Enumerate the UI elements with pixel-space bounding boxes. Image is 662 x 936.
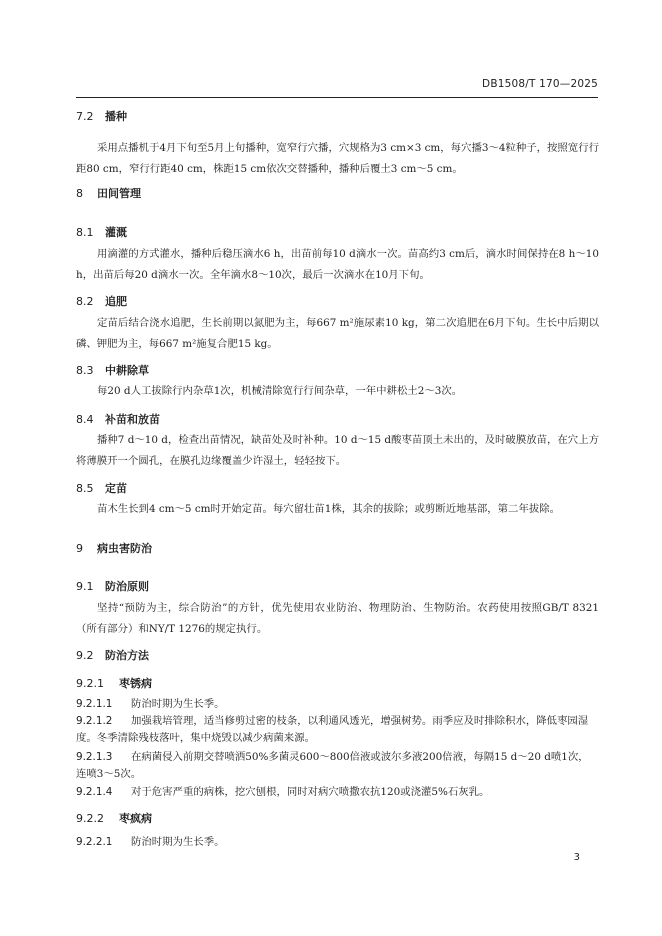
clause-9-2-1-2 — [76, 713, 599, 746]
paragraph-9-1: 坚持“预防为主，综合防治”的方针，优先使用农业防治、物理防治、生物防治。农药使用按照GB/T 8321（所有部分）和NY/T 1276的规定执行。 — [76, 602, 599, 635]
section-title: 防治原则 — [105, 580, 149, 593]
page-number: 3 — [573, 852, 580, 863]
clause-text: 防治时期为生长季。 — [131, 698, 225, 710]
section-heading-7-2 — [76, 108, 127, 124]
section-number: 9 — [76, 542, 83, 555]
clause-9-2-1-3 — [76, 749, 599, 782]
paragraph-8-5: 苗木生长到4 cm～5 cm时开始定苗。每穴留壮苗1株，其余的拔除；或剪断近地基部，第二年拔除。 — [97, 503, 561, 515]
paragraph-8-4: 播种7 d～10 d，检查出苗情况，缺苗处及时补种。10 d～15 d酸枣苗顶土未出的，及时破膜放苗，在穴上方将薄膜开一个圆孔，在膜孔边缘覆盖少许湿土，轻轻按下。 — [76, 434, 599, 467]
section-number: 9.1 — [76, 580, 94, 593]
section-title: 定苗 — [105, 482, 127, 495]
clause-text: 加强栽培管理，适当修剪过密的枝条，以利通风透光，增强树势。雨季应及时排除积水，降低枣园湿度。冬季清除残枝落叶，集中烧毁以减少病菌来源。 — [76, 715, 589, 744]
clause-number: 9.2.2.1 — [76, 836, 113, 848]
clause-text: 在病菌侵入前期交替喷洒50%多菌灵600～800倍液或波尔多液200倍液，每隔15 d～20 d喷1次，连喷3～5次。 — [76, 751, 589, 780]
section-heading-8-1 — [76, 224, 127, 240]
section-heading-8-3 — [76, 362, 149, 378]
section-number: 9.2.2 — [76, 812, 104, 825]
section-number: 7.2 — [76, 110, 94, 123]
paragraph-8-1: 用滴灌的方式灌水，播种后稳压滴水6 h，出苗前每10 d滴水一次。苗高约3 cm后，滴水时间保持在8 h～10 h，出苗后每20 d滴水一次。全年滴水8～10次，最后一次滴水在10月下旬。 — [76, 248, 599, 281]
clause-text: 防治时期为生长季。 — [131, 836, 225, 848]
section-number: 8.2 — [76, 295, 94, 308]
clause-9-2-1-4 — [76, 784, 599, 801]
section-title: 防治方法 — [105, 649, 149, 662]
paragraph-8-2: 定苗后结合浇水追肥，生长前期以氮肥为主，每667 m²施尿素10 kg，第二次追肥在6月下旬。生长中后期以磷、钾肥为主，每667 m²施复合肥15 kg。 — [76, 317, 599, 350]
section-title: 田间管理 — [97, 187, 141, 200]
section-heading-9-2 — [76, 647, 149, 663]
section-title: 中耕除草 — [105, 364, 149, 377]
paragraph-8-3: 每20 d人工拔除行内杂草1次，机械清除宽行行间杂草，一年中耕松土2～3次。 — [97, 385, 463, 397]
section-number: 8.4 — [76, 413, 94, 426]
clause-number: 9.2.1.3 — [76, 751, 113, 763]
section-heading-8-5 — [76, 480, 127, 496]
section-heading-9-2-2 — [76, 810, 152, 826]
section-heading-9 — [76, 540, 152, 556]
section-number: 8.3 — [76, 364, 94, 377]
section-number: 8.1 — [76, 226, 94, 239]
section-heading-9-1 — [76, 578, 149, 594]
section-number: 9.2.1 — [76, 677, 104, 690]
clause-number: 9.2.1.2 — [76, 715, 113, 727]
section-number: 9.2 — [76, 649, 94, 662]
clause-text: 对于危害严重的病株，挖穴刨根，同时对病穴喷撒农抗120或浇灌5%石灰乳。 — [131, 786, 490, 798]
clause-number: 9.2.1.4 — [76, 786, 113, 798]
paragraph-7-2: 采用点播机于4月下旬至5月上旬播种，宽窄行穴播，穴规格为3 cm×3 cm，每穴播3～4粒种子，按照宽行行距80 cm，窄行行距40 cm，株距15 cm依次交替播种，播种后覆土3 cm～5 cm。 — [76, 142, 599, 175]
section-title: 枣锈病 — [119, 677, 152, 690]
document-id: DB1508/T 170—2025 — [482, 78, 598, 90]
header-rule — [76, 97, 598, 98]
section-title: 播种 — [105, 110, 127, 123]
section-title: 追肥 — [105, 295, 127, 308]
clause-number: 9.2.1.1 — [76, 698, 113, 710]
section-heading-8 — [76, 185, 141, 201]
section-heading-8-4 — [76, 411, 160, 427]
section-heading-9-2-1 — [76, 675, 152, 691]
section-heading-8-2 — [76, 293, 127, 309]
section-number: 8 — [76, 187, 83, 200]
section-title: 补苗和放苗 — [105, 413, 160, 426]
section-title: 病虫害防治 — [97, 542, 152, 555]
section-title: 灌溉 — [105, 226, 127, 239]
clause-9-2-1-1 — [76, 696, 599, 713]
section-number: 8.5 — [76, 482, 94, 495]
section-title: 枣疯病 — [119, 812, 152, 825]
clause-9-2-2-1 — [76, 834, 599, 851]
